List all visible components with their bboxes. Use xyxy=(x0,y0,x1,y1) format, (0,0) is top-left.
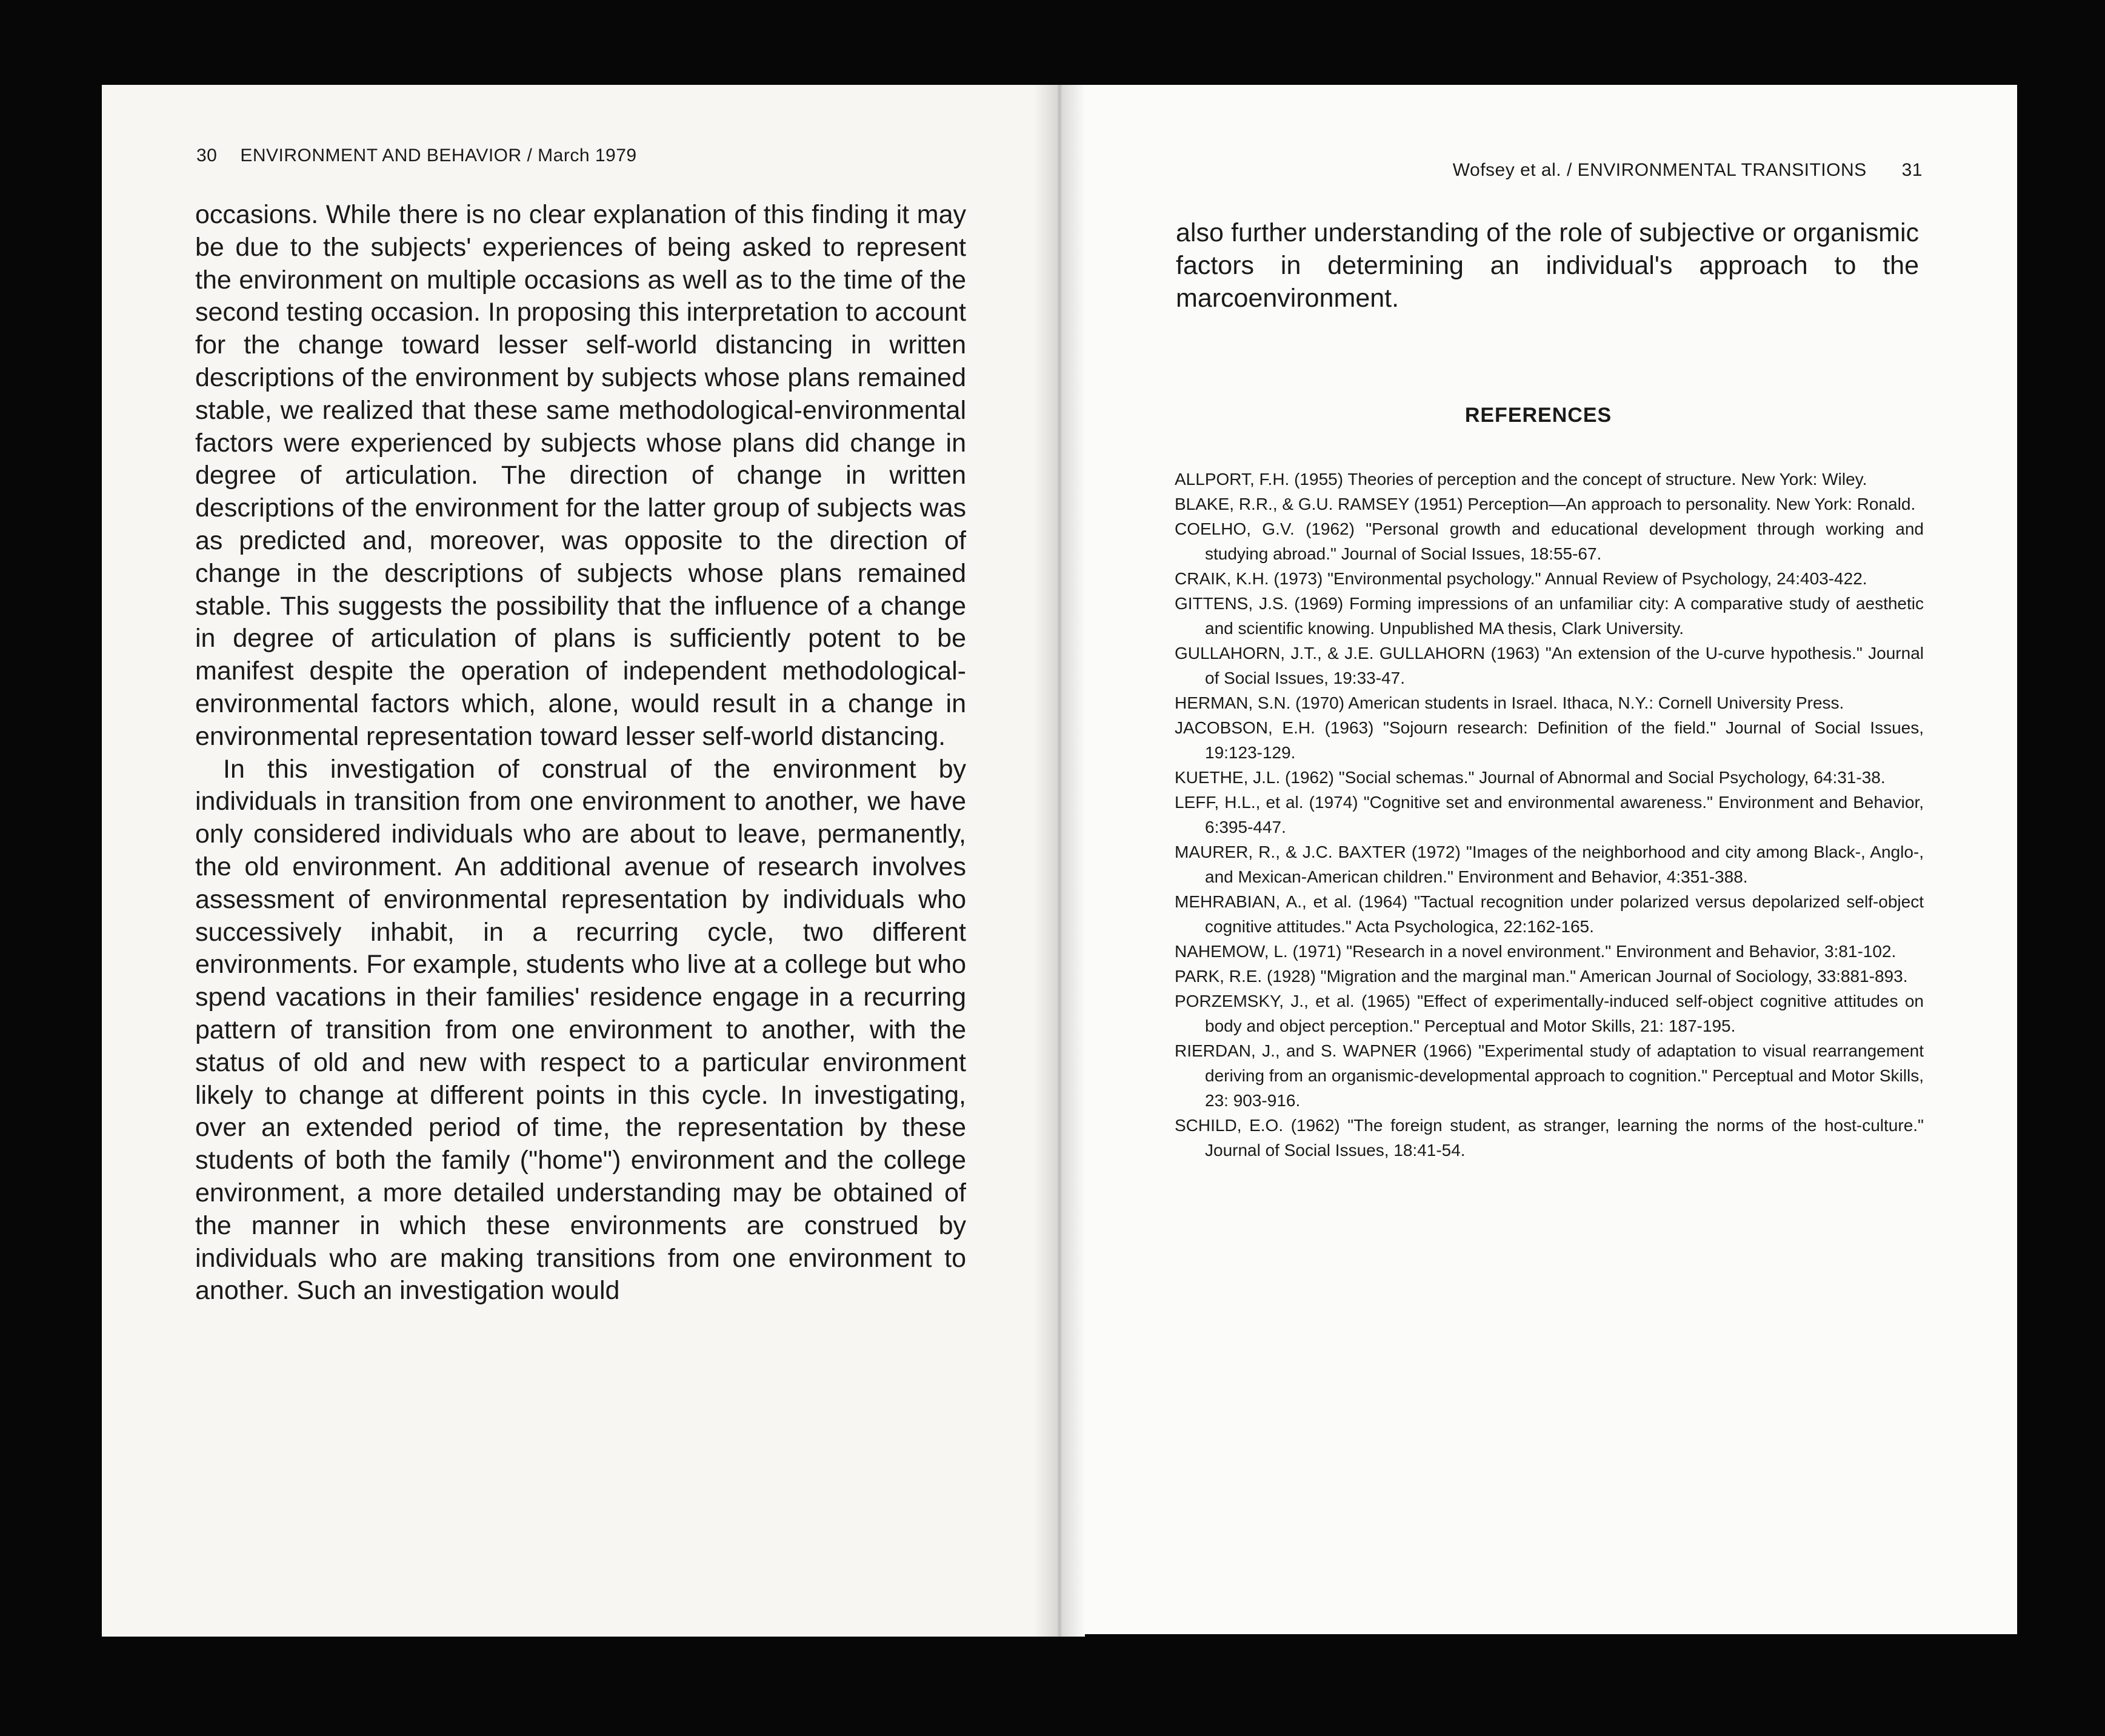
references-heading: REFERENCES xyxy=(1464,404,1612,427)
left-paragraph-2: In this investigation of construal of the environment by individuals in transition from one environment to another, we have only considered individuals who are about to leave, permanently, the old environment. An additional avenue of research involves assessment of environmental representation by individuals who successively inhabit, in a recurring cycle, two different environments. For example, students who live at a college but who spend vacations in their families' residence engage in a recurring pattern of transition from one environment to another, with the status of old and new with respect to a particular environment likely to change at different points in this cycle. In investigating, over an extended period of time, the representation by these students of both the family ("home") environment and the college environment, a more detailed understanding may be obtained of the manner in which these environments are construed by individuals who are making transitions from one environment to another. Such an investigation would xyxy=(195,754,966,1306)
reference-item: RIERDAN, J., and S. WAPNER (1966) "Experimental study of adaptation to visual rearrangement deriving from an organismic-developmental approach to cognition." Perceptual and Motor Skills, 23: 903-916. xyxy=(1175,1041,1924,1110)
reference-item: SCHILD, E.O. (1962) "The foreign student, as stranger, learning the norms of the host-culture." Journal of Social Issues, 18:41-54. xyxy=(1175,1116,1924,1160)
reference-item: LEFF, H.L., et al. (1974) "Cognitive set and environmental awareness." Environment and Behavior, 6:395-447. xyxy=(1175,793,1924,836)
left-page xyxy=(102,85,1059,1637)
right-page-number: 31 xyxy=(1901,160,1923,180)
left-running-head xyxy=(196,145,637,166)
reference-item: GULLAHORN, J.T., & J.E. GULLAHORN (1963) "An extension of the U-curve hypothesis." Journal of Social Issues, 19:33-47. xyxy=(1175,644,1924,687)
reference-item: KUETHE, J.L. (1962) "Social schemas." Journal of Abnormal and Social Psychology, 64:31-38. xyxy=(1175,768,1886,787)
reference-item: PARK, R.E. (1928) "Migration and the marginal man." American Journal of Sociology, 33:881-893. xyxy=(1175,967,1908,986)
left-paragraph-1: occasions. While there is no clear explanation of this finding it may be due to the subjects' experiences of being asked to represent the environment on multiple occasions as well as to the time of the second testing occasion. In proposing this interpretation to account for the change toward lesser self-world distancing in written descriptions of the environment by subjects whose plans remained stable, we realized that these same methodological-environmental factors were experienced by subjects whose plans did change in degree of articulation. The direction of change in written descriptions of the environment for the latter group of subjects was as predicted and, moreover, was opposite to the direction of change in the descriptions of subjects whose plans remained stable. This suggests the possibility that the influence of a change in degree of articulation of plans is sufficiently potent to be manifest despite the operation of independent methodological-environmental factors which, alone, would result in a change in environmental representation toward lesser self-world distancing. xyxy=(195,200,966,751)
reference-item: NAHEMOW, L. (1971) "Research in a novel environment." Environment and Behavior, 3:81-102. xyxy=(1175,942,1897,961)
right-continuation-paragraph: also further understanding of the role of subjective or organismic factors in determining an individual's approach to the marcoenvironment. xyxy=(1176,218,1919,313)
right-running-head xyxy=(1453,160,1923,181)
right-body-text xyxy=(1176,217,1919,315)
reference-item: HERMAN, S.N. (1970) American students in Israel. Ithaca, N.Y.: Cornell University Press. xyxy=(1175,693,1844,712)
right-article-title: Wofsey et al. / ENVIRONMENTAL TRANSITIONS xyxy=(1452,160,1867,180)
reference-item: MEHRABIAN, A., et al. (1964) "Tactual recognition under polarized versus depolarized self-object cognitive attitudes." Acta Psychologica, 22:162-165. xyxy=(1175,892,1924,936)
right-page xyxy=(1059,85,2017,1634)
references-list xyxy=(1175,467,1924,1163)
reference-item: GITTENS, J.S. (1969) Forming impressions of an unfamiliar city: A comparative study of aesthetic and scientific knowing. Unpublished MA thesis, Clark University. xyxy=(1175,594,1924,638)
reference-item: ALLPORT, F.H. (1955) Theories of perception and the concept of structure. New York: Wiley. xyxy=(1175,470,1867,489)
reference-item: PORZEMSKY, J., et al. (1965) "Effect of experimentally-induced self-object cognitive attitudes on body and object perception." Perceptual and Motor Skills, 21: 187-195. xyxy=(1175,992,1924,1035)
left-body-text xyxy=(195,199,966,1307)
reference-item: JACOBSON, E.H. (1963) "Sojourn research: Definition of the field." Journal of Social Issues, 19:123-129. xyxy=(1175,718,1924,762)
reference-item: COELHO, G.V. (1962) "Personal growth and educational development through working and studying abroad." Journal of Social Issues, 18:55-67. xyxy=(1175,519,1924,563)
reference-item: BLAKE, R.R., & G.U. RAMSEY (1951) Perception—An approach to personality. New York: Ronald. xyxy=(1175,495,1916,513)
left-page-number: 30 xyxy=(196,145,218,165)
reference-item: CRAIK, K.H. (1973) "Environmental psychology." Annual Review of Psychology, 24:403-422. xyxy=(1175,569,1867,588)
reference-item: MAURER, R., & J.C. BAXTER (1972) "Images of the neighborhood and city among Black-, Anglo-, and Mexican-American children." Environment and Behavior, 4:351-388. xyxy=(1175,843,1924,886)
left-journal-title: ENVIRONMENT AND BEHAVIOR / March 1979 xyxy=(240,145,637,165)
book-gutter xyxy=(1034,85,1085,1637)
